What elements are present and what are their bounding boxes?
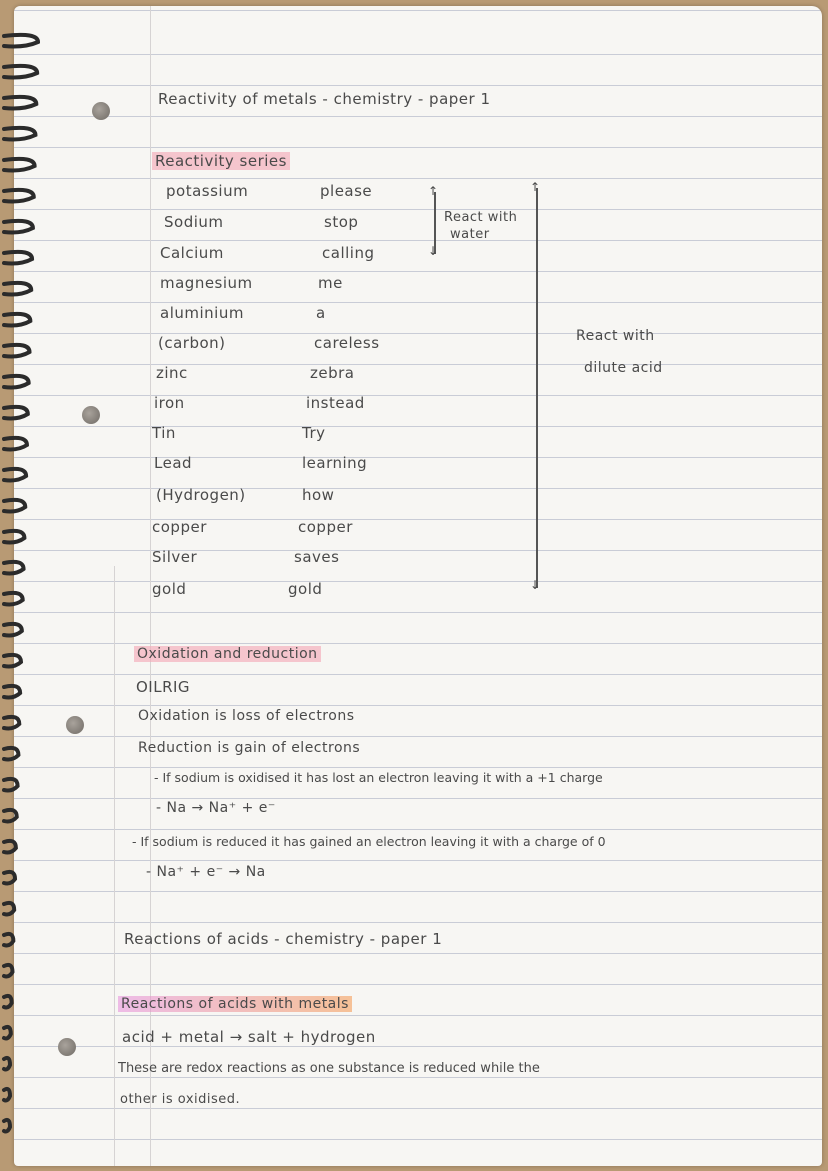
series-mnemonic: instead — [306, 394, 365, 412]
spiral-coil — [4, 190, 34, 202]
series-element: (Hydrogen) — [156, 486, 246, 504]
series-mnemonic: zebra — [310, 364, 355, 382]
water-label-2: water — [450, 227, 490, 242]
acid-arrow — [536, 188, 538, 588]
spiral-coil — [4, 66, 37, 78]
spiral-coil — [4, 810, 17, 822]
spiral-coil — [4, 655, 21, 667]
oxidation-heading: Oxidation and reduction — [134, 646, 321, 662]
spiral-coil — [4, 97, 36, 109]
series-element: aluminium — [160, 304, 244, 322]
spiral-coil — [4, 903, 14, 915]
series-mnemonic: please — [320, 182, 373, 200]
spiral-coil — [4, 1089, 10, 1101]
spiral-coil — [4, 965, 13, 977]
reduced-note: - If sodium is reduced it has gained an electron leaving it with a charge of 0 — [132, 834, 606, 849]
series-mnemonic: stop — [324, 213, 359, 231]
spiral-coil — [4, 996, 12, 1008]
margin-line — [150, 6, 151, 1166]
spiral-coil — [4, 748, 18, 760]
water-label-1: React with — [444, 210, 518, 225]
redox-explanation-1: These are redox reactions as one substance is reduced while the — [118, 1061, 540, 1076]
spiral-coil — [4, 159, 35, 171]
acid-label-1: React with — [576, 328, 655, 344]
notebook-page — [14, 6, 822, 1166]
series-element: potassium — [166, 182, 249, 200]
series-mnemonic: how — [302, 486, 335, 504]
arrow-up-icon: ↑ — [530, 180, 541, 194]
spiral-coil — [4, 128, 35, 140]
acid-metal-equation: acid + metal → salt + hydrogen — [122, 1028, 376, 1046]
spiral-coil — [4, 562, 24, 574]
redox-explanation-2: other is oxidised. — [120, 1092, 241, 1107]
spiral-coil — [4, 438, 27, 450]
spiral-coil — [4, 221, 33, 233]
spiral-coil — [4, 1120, 10, 1132]
spiral-coil — [4, 252, 32, 264]
reduction-definition: Reduction is gain of electrons — [138, 740, 361, 756]
series-element: copper — [152, 518, 207, 536]
spiral-binding — [0, 28, 42, 1148]
series-mnemonic: calling — [322, 244, 375, 262]
arrow-up-icon: ↑ — [428, 184, 439, 198]
spiral-coil — [4, 376, 29, 388]
acids-heading: Reactions of acids with metals — [118, 996, 352, 1012]
spiral-coil — [4, 624, 22, 636]
reduction-equation: - Na⁺ + e⁻ → Na — [146, 864, 266, 880]
spiral-coil — [4, 531, 24, 543]
series-mnemonic: Try — [302, 424, 326, 442]
spiral-coil — [4, 1027, 11, 1039]
acids-title: Reactions of acids - chemistry - paper 1 — [124, 930, 443, 948]
series-element: Lead — [154, 454, 193, 472]
spiral-coil — [4, 593, 23, 605]
series-element: Silver — [152, 548, 198, 566]
series-element: gold — [152, 580, 187, 598]
arrow-down-icon: ↓ — [530, 578, 541, 592]
series-heading: Reactivity series — [152, 152, 290, 170]
spiral-coil — [4, 500, 25, 512]
punch-hole — [92, 102, 110, 120]
spiral-coil — [4, 841, 16, 853]
spiral-coil — [4, 934, 13, 946]
spiral-coil — [4, 407, 28, 419]
oxidised-note: - If sodium is oxidised it has lost an electron leaving it with a +1 charge — [154, 770, 603, 785]
spiral-coil — [4, 1058, 10, 1070]
oxidation-definition: Oxidation is loss of electrons — [138, 708, 355, 724]
series-element: magnesium — [160, 274, 253, 292]
series-element: Tin — [152, 424, 176, 442]
series-mnemonic: me — [318, 274, 343, 292]
page-title: Reactivity of metals - chemistry - paper 1 — [158, 90, 491, 108]
spiral-coil — [4, 686, 20, 698]
punch-hole — [58, 1038, 76, 1056]
spiral-coil — [4, 283, 31, 295]
margin-line-lower — [114, 566, 115, 1166]
series-element: (carbon) — [158, 334, 226, 352]
spiral-coil — [4, 717, 19, 729]
arrow-down-icon: ↓ — [428, 244, 439, 258]
oilrig-mnemonic: OILRIG — [136, 678, 191, 696]
series-mnemonic: learning — [302, 454, 368, 472]
spiral-coil — [4, 314, 30, 326]
series-mnemonic: gold — [288, 580, 323, 598]
spiral-coil — [4, 469, 26, 481]
spiral-coil — [4, 35, 38, 47]
series-element: zinc — [156, 364, 188, 382]
spiral-coil — [4, 872, 15, 884]
oxidation-equation: - Na → Na⁺ + e⁻ — [156, 800, 276, 816]
spiral-coil — [4, 345, 30, 357]
series-element: Calcium — [160, 244, 224, 262]
punch-hole — [66, 716, 84, 734]
series-mnemonic: careless — [314, 334, 380, 352]
series-mnemonic: copper — [298, 518, 353, 536]
series-mnemonic: a — [316, 304, 326, 322]
spiral-coil — [4, 779, 18, 791]
series-mnemonic: saves — [294, 548, 340, 566]
acid-label-2: dilute acid — [584, 360, 663, 376]
series-element: Sodium — [164, 213, 224, 231]
punch-hole — [82, 406, 100, 424]
series-element: iron — [154, 394, 185, 412]
